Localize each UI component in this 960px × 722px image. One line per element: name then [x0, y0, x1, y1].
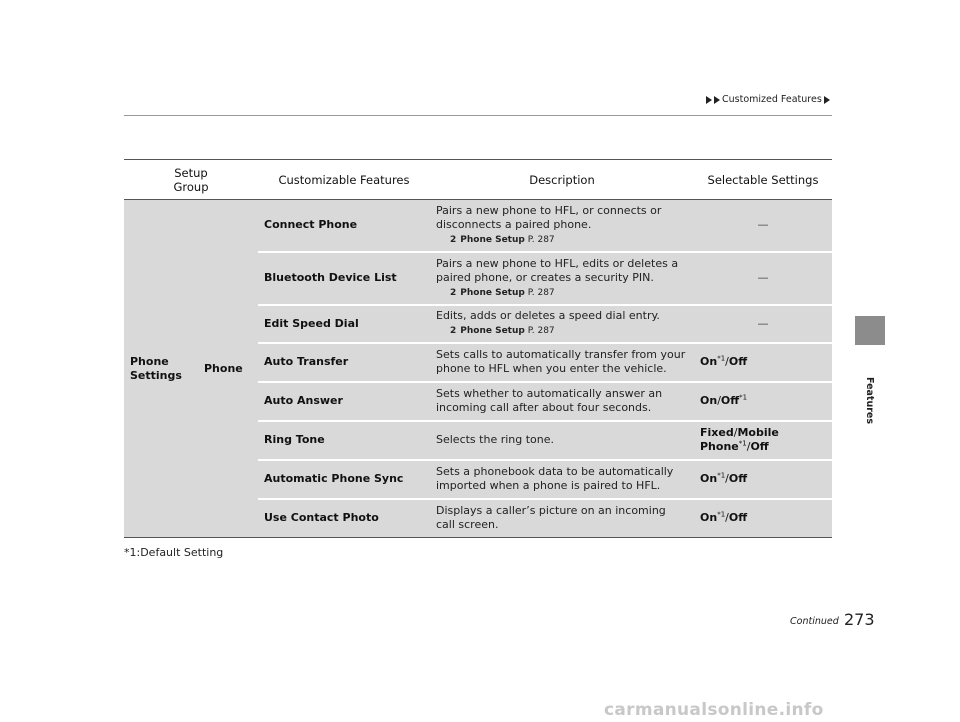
feature-description: Sets whether to automatically answer an incoming call after about four seconds. — [430, 382, 694, 421]
cross-reference[interactable]: 2 Phone Setup P. 287 — [450, 287, 555, 298]
header-description: Description — [430, 160, 694, 200]
triangle-right-icon — [824, 96, 830, 104]
feature-description: Selects the ring tone. — [430, 421, 694, 460]
header-customizable-features: Customizable Features — [258, 160, 430, 200]
reference-arrow-icon: 2 — [450, 326, 457, 336]
cross-reference[interactable]: 2 Phone Setup P. 287 — [450, 234, 555, 245]
selectable-setting: On$^{*1}$/Off — [694, 460, 832, 499]
feature-description: Displays a caller’s picture on an incoming call screen. — [430, 499, 694, 538]
feature-name: Automatic Phone Sync — [258, 460, 430, 499]
customized-features-table — [124, 159, 832, 538]
reference-arrow-icon: 2 — [450, 287, 457, 298]
breadcrumb-label: Customized Features — [722, 94, 822, 105]
table-row — [124, 200, 832, 252]
triangle-right-icon — [706, 96, 712, 104]
feature-name: Bluetooth Device List — [258, 252, 430, 305]
feature-name: Edit Speed Dial — [258, 305, 430, 343]
section-tab-marker — [855, 316, 885, 345]
breadcrumb — [706, 94, 830, 105]
section-side-label: Features — [864, 376, 876, 424]
header-rule — [124, 115, 832, 116]
selectable-setting: — — [694, 252, 832, 305]
triangle-right-icon — [714, 96, 720, 104]
feature-name: Connect Phone — [258, 200, 430, 252]
selectable-setting: On$^{*1}$/Off — [694, 343, 832, 382]
setup-group-cell — [124, 200, 258, 538]
feature-description: Pairs a new phone to HFL, or connects or disconnects a paired phone. 2 Phone Setup P. 287 — [430, 200, 694, 252]
header-selectable-settings: Selectable Settings — [694, 160, 832, 200]
selectable-setting: — — [694, 305, 832, 343]
footnote: *1:Default Setting — [124, 546, 224, 559]
table-header-row — [124, 160, 832, 200]
selectable-setting: — — [694, 200, 832, 252]
feature-name: Auto Transfer — [258, 343, 430, 382]
selectable-setting: On/Off$^{*1}$ — [694, 382, 832, 421]
selectable-setting: On$^{*1}$/Off — [694, 499, 832, 538]
continued-label: Continued — [790, 616, 839, 627]
header-setup-group: Setup Group — [124, 160, 258, 200]
feature-description: Pairs a new phone to HFL, edits or deletes a paired phone, or creates a security PIN. 2 Phone Setup P. 287 — [430, 252, 694, 305]
feature-description: Sets calls to automatically transfer from your phone to HFL when you enter the vehicle. — [430, 343, 694, 382]
cross-reference[interactable]: 2 Phone Setup P. 287 — [450, 326, 555, 336]
group-name: Phone Settings — [130, 354, 182, 382]
page-number: 273 — [844, 610, 875, 629]
feature-description: Sets a phonebook data to be automatically imported when a phone is paired to HFL. — [430, 460, 694, 499]
watermark: carmanualsonline.info — [604, 700, 824, 720]
reference-arrow-icon: 2 — [450, 234, 457, 245]
feature-name: Use Contact Photo — [258, 499, 430, 538]
feature-description: Edits, adds or deletes a speed dial entry. 2 Phone Setup P. 287 — [430, 305, 694, 343]
subgroup-name: Phone — [204, 361, 243, 375]
feature-name: Ring Tone — [258, 421, 430, 460]
selectable-setting: Fixed/Mobile Phone$^{*1}$/Off — [694, 421, 832, 460]
feature-name: Auto Answer — [258, 382, 430, 421]
